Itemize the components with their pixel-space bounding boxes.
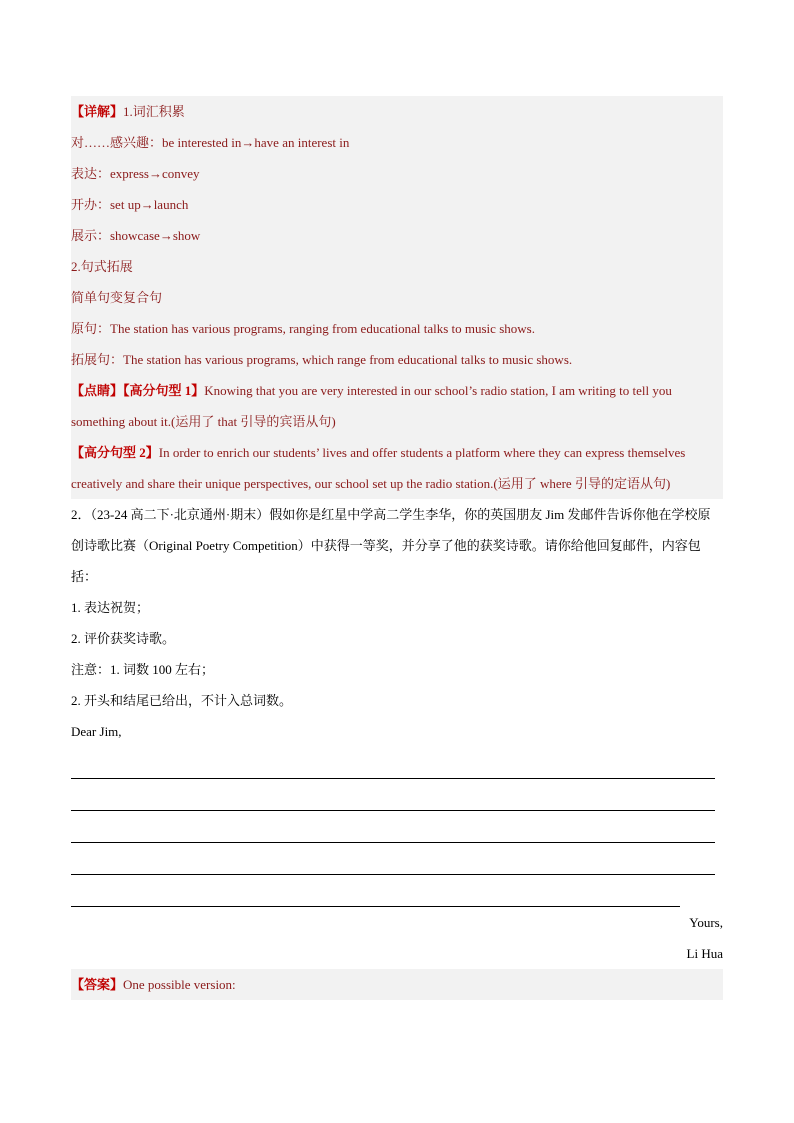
tip-tag: 【点睛】: [71, 383, 124, 398]
answer-tag: 【答案】: [71, 977, 124, 992]
expanded-sentence: 拓展句：The station has various programs, which range from educational talks to music shows.: [71, 344, 723, 375]
detail-text: 1.词汇积累: [123, 104, 185, 119]
question-point: 2. 评价获奖诗歌。: [71, 631, 176, 646]
analysis-heading: [71, 96, 723, 127]
vocab-item: 对……感兴趣：be interested in→have an interest in: [71, 127, 723, 158]
question-point: 1. 表达祝贺；: [71, 600, 150, 615]
pattern-1-tag: 【高分句型 1】: [123, 383, 205, 398]
pattern-2-tag: 【高分句型 2】: [71, 445, 159, 460]
answer-line: [71, 969, 723, 1000]
sentence-title: 2.句式拓展: [71, 251, 723, 282]
answer-text: One possible version:: [123, 977, 236, 992]
question-note: 注意：1. 词数 100 左右；: [71, 662, 215, 677]
document-page: [71, 96, 723, 1000]
writing-line[interactable]: [71, 811, 715, 843]
sentence-subtitle: 简单句变复合句: [71, 282, 723, 313]
question-prompt: 2．（23-24 高二下·北京通州·期末）假如你是红星中学高二学生李华，你的英国朋友 Jim 发邮件告诉你他在学校原创诗歌比赛（Original Poetry Competition）中获得一等奖，并分享了他的获奖诗歌。请你给他回复邮件，内容包括：: [71, 507, 711, 584]
detail-tag: 【详解】: [71, 104, 124, 119]
vocab-item: 开办：set up→launch: [71, 189, 723, 220]
letter-closing: Yours,: [689, 915, 723, 930]
writing-line[interactable]: [71, 747, 715, 779]
writing-line[interactable]: [71, 843, 715, 875]
tip-sentence-2: [71, 437, 723, 499]
tip-sentence-1: [71, 375, 723, 437]
letter-greeting: Dear Jim,: [71, 724, 122, 739]
question-note: 2. 开头和结尾已给出，不计入总词数。: [71, 693, 293, 708]
writing-lines[interactable]: [71, 747, 723, 907]
pattern-2-text: In order to enrich our students’ lives and offer students a platform where they can express themselves creatively and share their unique perspectives, our school set up the radio station.(运用了 where 引导的定语从句): [71, 445, 686, 491]
vocab-item: 表达：express→convey: [71, 158, 723, 189]
vocab-item: 展示：showcase→show: [71, 220, 723, 251]
writing-line[interactable]: [71, 779, 715, 811]
original-sentence: 原句：The station has various programs, ranging from educational talks to music shows.: [71, 313, 723, 344]
pattern-1-text: Knowing that you are very interested in our school’s radio station, I am writing to tell you something about it.(运用了 that 引导的宾语从句): [71, 383, 672, 429]
writing-line[interactable]: [71, 875, 680, 907]
letter-signature: Li Hua: [686, 946, 723, 961]
